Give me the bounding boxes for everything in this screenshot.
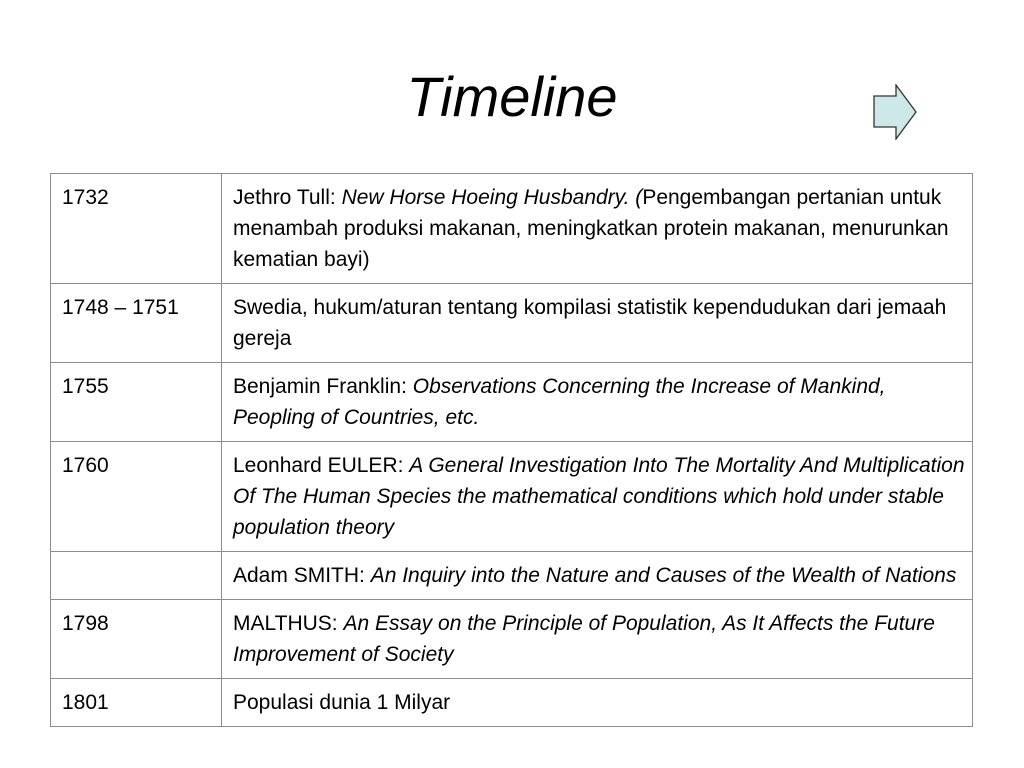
timeline-row (51, 552, 973, 600)
timeline-table (50, 173, 973, 727)
event-author: Adam SMITH: (233, 564, 371, 587)
timeline-year: 1748 – 1751 (51, 284, 222, 363)
timeline-event (222, 284, 973, 363)
event-work-title: A General Investigation Into The Mortality And Multiplication Of The Human Species the mathematical conditions which hold under stable population theory (233, 454, 965, 539)
timeline-year: 1755 (51, 363, 222, 442)
event-author: Leonhard EULER: (233, 454, 410, 477)
timeline-row (51, 679, 973, 727)
event-work-title: New Horse Hoeing Husbandry. ( (341, 186, 643, 209)
event-author: Benjamin Franklin: (233, 375, 413, 398)
event-work-title: An Inquiry into the Nature and Causes of the Wealth of Nations (370, 564, 957, 587)
timeline-event (222, 174, 973, 284)
timeline-year (51, 552, 222, 600)
timeline-year: 1760 (51, 442, 222, 552)
timeline-row (51, 284, 973, 363)
timeline-row (51, 363, 973, 442)
timeline-year: 1798 (51, 600, 222, 679)
timeline-event (222, 600, 973, 679)
event-author: Swedia, hukum/aturan tentang kompilasi statistik kependudukan dari jemaah gereja (233, 296, 947, 350)
timeline-year: 1801 (51, 679, 222, 727)
arrow-right-icon (872, 84, 918, 140)
next-slide-button[interactable] (872, 84, 918, 140)
slide-title: Timeline (406, 65, 618, 128)
event-work-title: An Essay on the Principle of Population, As It Affects the Future Improvement of Society (233, 612, 935, 666)
timeline-event (222, 679, 973, 727)
event-author: Jethro Tull: (233, 186, 342, 209)
timeline-row (51, 600, 973, 679)
event-author: MALTHUS: (233, 612, 344, 635)
timeline-year: 1732 (51, 174, 222, 284)
timeline-event (222, 442, 973, 552)
event-note: Pengembangan pertanian untuk menambah produksi makanan, meningkatkan protein makanan, menurunkan kematian bayi) (233, 186, 949, 271)
timeline-row (51, 442, 973, 552)
timeline-event (222, 363, 973, 442)
event-work-title: Observations Concerning the Increase of Mankind, Peopling of Countries, etc. (233, 375, 886, 429)
timeline-row (51, 174, 973, 284)
event-author: Populasi dunia 1 Milyar (233, 691, 451, 714)
timeline-table-body (51, 174, 973, 727)
timeline-event (222, 552, 973, 600)
